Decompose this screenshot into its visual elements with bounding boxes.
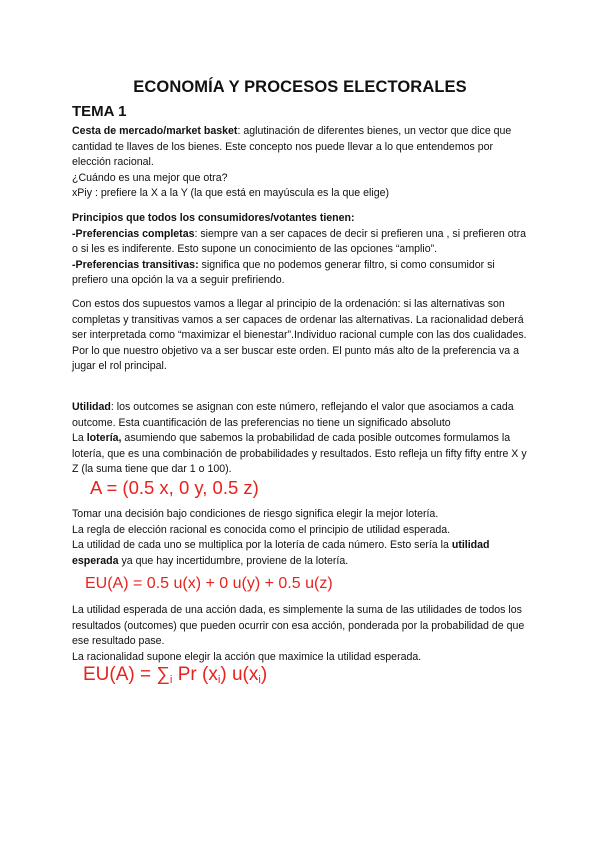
completas-term: -Preferencias completas xyxy=(72,227,195,240)
loteria-term: lotería, xyxy=(86,432,122,445)
esperada-block xyxy=(72,603,532,665)
document-title: ECONOMÍA Y PROCESOS ELECTORALES xyxy=(133,78,467,96)
ordenacion-paragraph-2: Por lo que nuestro objetivo va a ser buscar este orden. El punto más alto de la preferencia va a jugar el rol principal. xyxy=(72,344,519,373)
riesgo-p3-post: ya que hay incertidumbre, proviene de la lotería. xyxy=(118,554,349,567)
transitivas-text: significa que no podemos generar filtro, si como consumidor si prefiero una opción la va a seguir prefiriendo. xyxy=(72,258,495,287)
transitivas-term: -Preferencias transitivas: xyxy=(72,258,199,271)
principios-block xyxy=(72,211,532,289)
riesgo-paragraph-1: Tomar una decisión bajo condiciones de riesgo significa elegir la mejor lotería. xyxy=(72,508,439,520)
riesgo-p3-pre: La utilidad de cada uno se multiplica por la lotería de cada número. Esto sería la xyxy=(72,539,452,552)
loteria-definition xyxy=(72,431,532,478)
preferencias-completas xyxy=(72,227,532,258)
loteria-pre: La xyxy=(72,432,87,445)
utilidad-term: Utilidad xyxy=(72,401,111,413)
riesgo-paragraph-2: La regla de elección racional es conocida como el principio de utilidad esperada. xyxy=(72,523,451,536)
formula3-sub-1: i xyxy=(169,674,173,686)
ordenacion-block xyxy=(72,297,532,375)
section-heading: TEMA 1 xyxy=(72,103,127,120)
ordenacion-paragraph-1: Con estos dos supuestos vamos a llegar al principio de la ordenación: si las alternativas son completas y transitivas vamos a ser capaces de ordenar las alternativas. La racionalidad deberá ser interpretada como “maximizar el bienestar”.Individuo racional cumple con las dos cualidades. xyxy=(72,298,527,342)
esperada-paragraph-2: La racionalidad supone elegir la acción que maximice la utilidad esperada. xyxy=(72,650,422,663)
formula3-part-b: Pr (x xyxy=(172,664,218,685)
utilidad-definition xyxy=(72,400,532,431)
formula3-part-a: EU(A) = ∑ xyxy=(83,664,170,685)
formula-sumatorio xyxy=(83,664,267,686)
esperada-paragraph-1: La utilidad esperada de una acción dada, es simplemente la suma de las utilidades de todos los resultados (outcomes) que pueden ocurrir con esa acción, ponderada por la probabilidad de que ese resultado pase. xyxy=(72,604,525,648)
principios-heading-text: Principios que todos los consumidores/votantes tienen: xyxy=(72,212,355,224)
utilidad-block xyxy=(72,400,532,478)
riesgo-block xyxy=(72,507,532,569)
formula-loteria: A = (0.5 x, 0 y, 0.5 z) xyxy=(90,477,259,498)
utilidad-esperada-term: utilidad esperada xyxy=(72,539,490,567)
formula3-sub-3: i xyxy=(258,674,261,686)
preferencias-transitivas xyxy=(72,258,532,289)
principios-heading xyxy=(72,211,532,227)
cesta-question: ¿Cuándo es una mejor que otra? xyxy=(72,171,228,184)
formula-utilidad-esperada: EU(A) = 0.5 u(x) + 0 u(y) + 0.5 u(z) xyxy=(85,575,333,592)
cesta-text: : aglutinación de diferentes bienes, un vector que dice que cantidad te llaves de los bienes. Este concepto nos puede llevar a lo que entendemos por elección racional. xyxy=(72,125,512,169)
cesta-term: Cesta de mercado/market basket xyxy=(72,125,238,137)
utilidad-text: : los outcomes se asignan con este número, reflejando el valor que asociamos a cada outcome. Esta cuantificación de las preferencias no tiene un significado absoluto xyxy=(72,401,514,429)
cesta-xpy: xPiy : prefiere la X a la Y (la que está en mayúscula es la que elige) xyxy=(72,187,390,200)
formula3-part-d: ) xyxy=(260,664,268,685)
cesta-block xyxy=(72,124,532,202)
formula3-part-c: ) u(x xyxy=(220,664,259,685)
cesta-definition xyxy=(72,124,532,171)
formula3-sub-2: i xyxy=(217,674,221,686)
completas-text: : siempre van a ser capaces de decir si prefieren una , si prefieren otra o si les es indiferente. Esto supone un conocimiento de las opciones “amplio”. xyxy=(72,227,526,256)
loteria-text: asumiendo que sabemos la probabilidad de cada posible outcomes formulamos la lotería, que es una combinación de probabilidades y resultados. Esto refleja un fifty fifty entre X y Z (la suma tiene que dar 1 o 100). xyxy=(72,432,527,476)
riesgo-paragraph-3 xyxy=(72,538,532,569)
